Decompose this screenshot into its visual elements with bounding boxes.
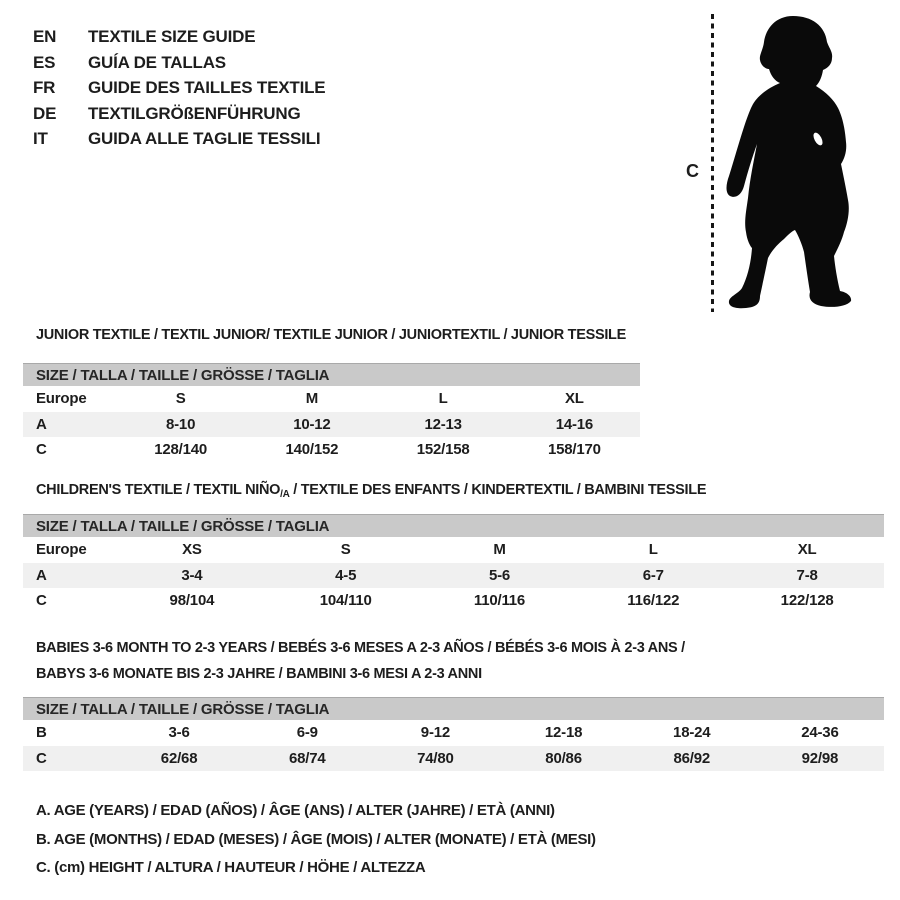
language-list — [33, 24, 325, 152]
table-row — [23, 720, 884, 746]
row-label: C — [36, 441, 47, 459]
value-cell: 86/92 — [673, 749, 711, 767]
value-cell: 62/68 — [160, 749, 198, 767]
value-cell: 110/116 — [473, 592, 526, 610]
lang-label: GUIDA ALLE TAGLIE TESSILI — [88, 129, 321, 148]
table-row — [23, 386, 640, 412]
size-cell: M — [493, 541, 506, 559]
size-cell: XL — [797, 541, 817, 559]
lang-row-en — [33, 24, 325, 50]
value-cell: 152/158 — [416, 441, 470, 459]
legend-line-c: C. (cm) HEIGHT / ALTURA / HAUTEUR / HÖHE / ALTEZZA — [36, 859, 426, 876]
lang-row-fr — [33, 75, 325, 101]
height-measure-line — [711, 14, 714, 312]
value-cell: 9-12 — [420, 724, 451, 742]
babies-section-title — [36, 636, 685, 687]
toddler-silhouette-icon — [724, 8, 880, 316]
size-cell: S — [340, 541, 351, 559]
lang-row-es — [33, 50, 325, 76]
lang-row-it — [33, 126, 325, 152]
region-label: Europe — [36, 541, 87, 559]
table-row — [23, 537, 884, 563]
value-cell: 3-6 — [168, 724, 190, 742]
children-table-header — [23, 514, 884, 537]
babies-title-line2: BABYS 3-6 MONATE BIS 2-3 JAHRE / BAMBINI 3-6 MESI A 2-3 ANNI — [36, 665, 482, 682]
junior-table-header — [23, 363, 640, 386]
lang-label: GUÍA DE TALLAS — [88, 52, 226, 72]
babies-size-table — [23, 697, 884, 771]
value-cell: 6-7 — [642, 566, 664, 584]
value-cell: 18-24 — [673, 724, 711, 742]
measure-legend — [36, 797, 596, 883]
value-cell: 6-9 — [296, 724, 318, 742]
row-label: C — [36, 592, 47, 610]
lang-label: TEXTILGRÖßENFÜHRUNG — [88, 103, 301, 123]
babies-title-line1: BABIES 3-6 MONTH TO 2-3 YEARS / BEBÉS 3-6 MESES A 2-3 AÑOS / BÉBÉS 3-6 MOIS À 2-3 ANS / — [36, 640, 685, 656]
value-cell: 12-18 — [544, 724, 583, 742]
value-cell: 10-12 — [293, 415, 331, 433]
value-cell: 7-8 — [796, 566, 818, 584]
lang-label: GUIDE DES TAILLES TEXTILE — [88, 78, 326, 97]
value-cell: 5-6 — [488, 566, 511, 584]
height-measure-label: C — [686, 161, 699, 181]
value-cell: 14-16 — [555, 415, 594, 433]
lang-row-de — [33, 101, 325, 127]
value-cell: 8-10 — [166, 415, 196, 433]
row-label: A — [36, 566, 47, 584]
size-cell: L — [438, 390, 448, 408]
babies-table-header — [23, 697, 884, 720]
junior-section-title: JUNIOR TEXTILE / TEXTIL JUNIOR/ TEXTILE JUNIOR / JUNIORTEXTIL / JUNIOR TESSILE — [36, 327, 626, 343]
table-row — [23, 437, 640, 463]
children-title-sub: /A — [280, 489, 290, 500]
legend-line-b: B. AGE (MONTHS) / EDAD (MESES) / ÂGE (MOIS) / ALTER (MONATE) / ETÀ (MESI) — [36, 830, 596, 848]
lang-code: IT — [33, 129, 48, 148]
table-row — [23, 746, 884, 772]
size-cell: XL — [564, 390, 584, 408]
lang-label: TEXTILE SIZE GUIDE — [88, 27, 256, 46]
row-label: A — [36, 415, 47, 433]
value-cell: 104/110 — [319, 592, 372, 610]
children-size-table — [23, 514, 884, 614]
value-cell: 4-5 — [335, 566, 357, 584]
value-cell: 122/128 — [780, 592, 834, 610]
value-cell: 98/104 — [169, 592, 215, 610]
lang-code: FR — [33, 78, 56, 97]
table-row — [23, 588, 884, 614]
size-header-label: SIZE / TALLA / TAILLE / GRÖSSE / TAGLIA — [36, 700, 330, 718]
lang-code: DE — [33, 103, 57, 123]
lang-code: EN — [33, 27, 57, 46]
value-cell: 128/140 — [154, 441, 208, 459]
children-section-title — [36, 482, 706, 500]
size-cell: M — [305, 390, 319, 408]
value-cell: 80/86 — [545, 749, 582, 767]
children-title-post: / TEXTILE DES ENFANTS / KINDERTEXTIL / BAMBINI TESSILE — [289, 482, 707, 498]
table-row — [23, 563, 884, 589]
size-header-label: SIZE / TALLA / TAILLE / GRÖSSE / TAGLIA — [36, 517, 330, 535]
junior-size-table — [23, 363, 640, 463]
value-cell: 68/74 — [288, 749, 326, 767]
size-cell: S — [175, 390, 186, 408]
table-row — [23, 412, 640, 438]
value-cell: 140/152 — [285, 441, 339, 459]
legend-line-a: A. AGE (YEARS) / EDAD (AÑOS) / ÂGE (ANS) / ALTER (JAHRE) / ETÀ (ANNI) — [36, 802, 555, 819]
size-cell: XS — [182, 541, 202, 559]
value-cell: 74/80 — [417, 749, 454, 767]
row-label: C — [36, 749, 47, 767]
lang-code: ES — [33, 52, 56, 72]
value-cell: 92/98 — [801, 749, 839, 767]
row-label: B — [36, 724, 47, 742]
children-title-pre: CHILDREN'S TEXTILE / TEXTIL NIÑO — [36, 482, 281, 498]
value-cell: 116/122 — [627, 592, 680, 610]
value-cell: 12-13 — [424, 415, 462, 433]
size-header-label: SIZE / TALLA / TAILLE / GRÖSSE / TAGLIA — [36, 366, 330, 384]
value-cell: 158/170 — [547, 441, 601, 459]
size-cell: L — [648, 541, 658, 559]
region-label: Europe — [36, 390, 87, 408]
value-cell: 3-4 — [181, 566, 203, 584]
value-cell: 24-36 — [801, 724, 839, 742]
